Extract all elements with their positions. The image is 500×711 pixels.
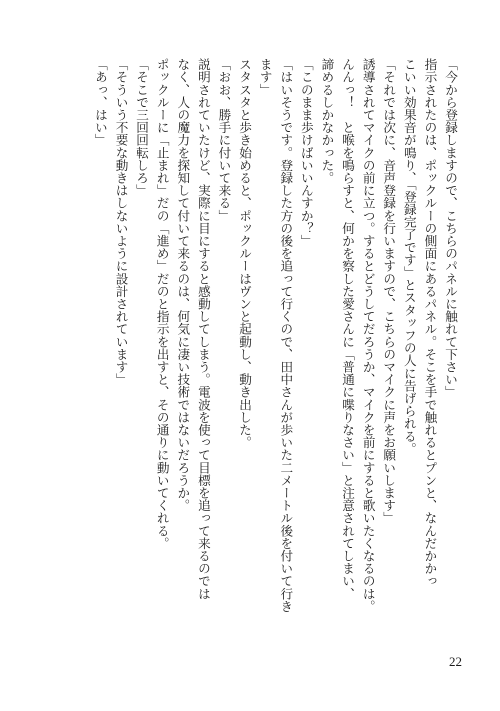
text-line: 「それでは次に、音声登録を行いますので、こちらのマイクに声をお願いします」 [381, 58, 397, 525]
text-line: 「そういう不要な動きはしないように設計されています」 [113, 58, 129, 386]
text-line: なく、人の魔力を探知して付いて来るのは、何気に凄い技術ではないだろうか。 [175, 58, 191, 512]
text-line: 「おお、勝手に付いて来る」 [216, 58, 232, 222]
text-line: 説明されていたけど、実際に目にすると感動してしまう。電波を使って目標を追って来るのでは [195, 58, 211, 600]
text-line: 「そこで三回回転しろ」 [134, 58, 150, 197]
text-line: 諦めるしかなかった。 [319, 58, 335, 184]
body-text [35, 58, 460, 624]
text-line: スタスタと歩き始めると、ポックルーはヴンと起動し、動き出した。 [237, 58, 253, 449]
text-line: 「はいそうです。登録した方の後を追って行くので、田中さんが歩いた二メートル後を付いて行き [278, 58, 294, 613]
text-line: 「今から登録しますので、こちらのパネルに触れて下さい」 [443, 58, 458, 399]
text-line: ポックルーに「止まれ」だの「進め」だのと指示を出すと、その通りに動いてくれる。 [154, 58, 170, 550]
text-line: ます」 [257, 58, 273, 96]
text-line: こいい効果音が鳴り、「登録完了です」とスタッフの人に告げられる。 [401, 58, 417, 455]
text-line: 「このまま歩けばいいんすか？」 [298, 58, 314, 247]
text-line: 「あっ、はい」 [92, 58, 108, 147]
text-line: 指示されたのは、ポックルーの側面にあるパネル。そこを手で触れるとプンと、なんだかかっ [422, 58, 438, 588]
page-number: 22 [449, 654, 462, 669]
text-line: 誘導されてマイクの前に立つ。するとどうしてだろうか、マイクを前にすると歌いたくなるのは。 [360, 58, 376, 613]
text-line: んんっ！ と喉を鳴らすと、何かを察した愛さんに「普通に喋りなさい」と注意されてしまい、 [340, 58, 356, 600]
